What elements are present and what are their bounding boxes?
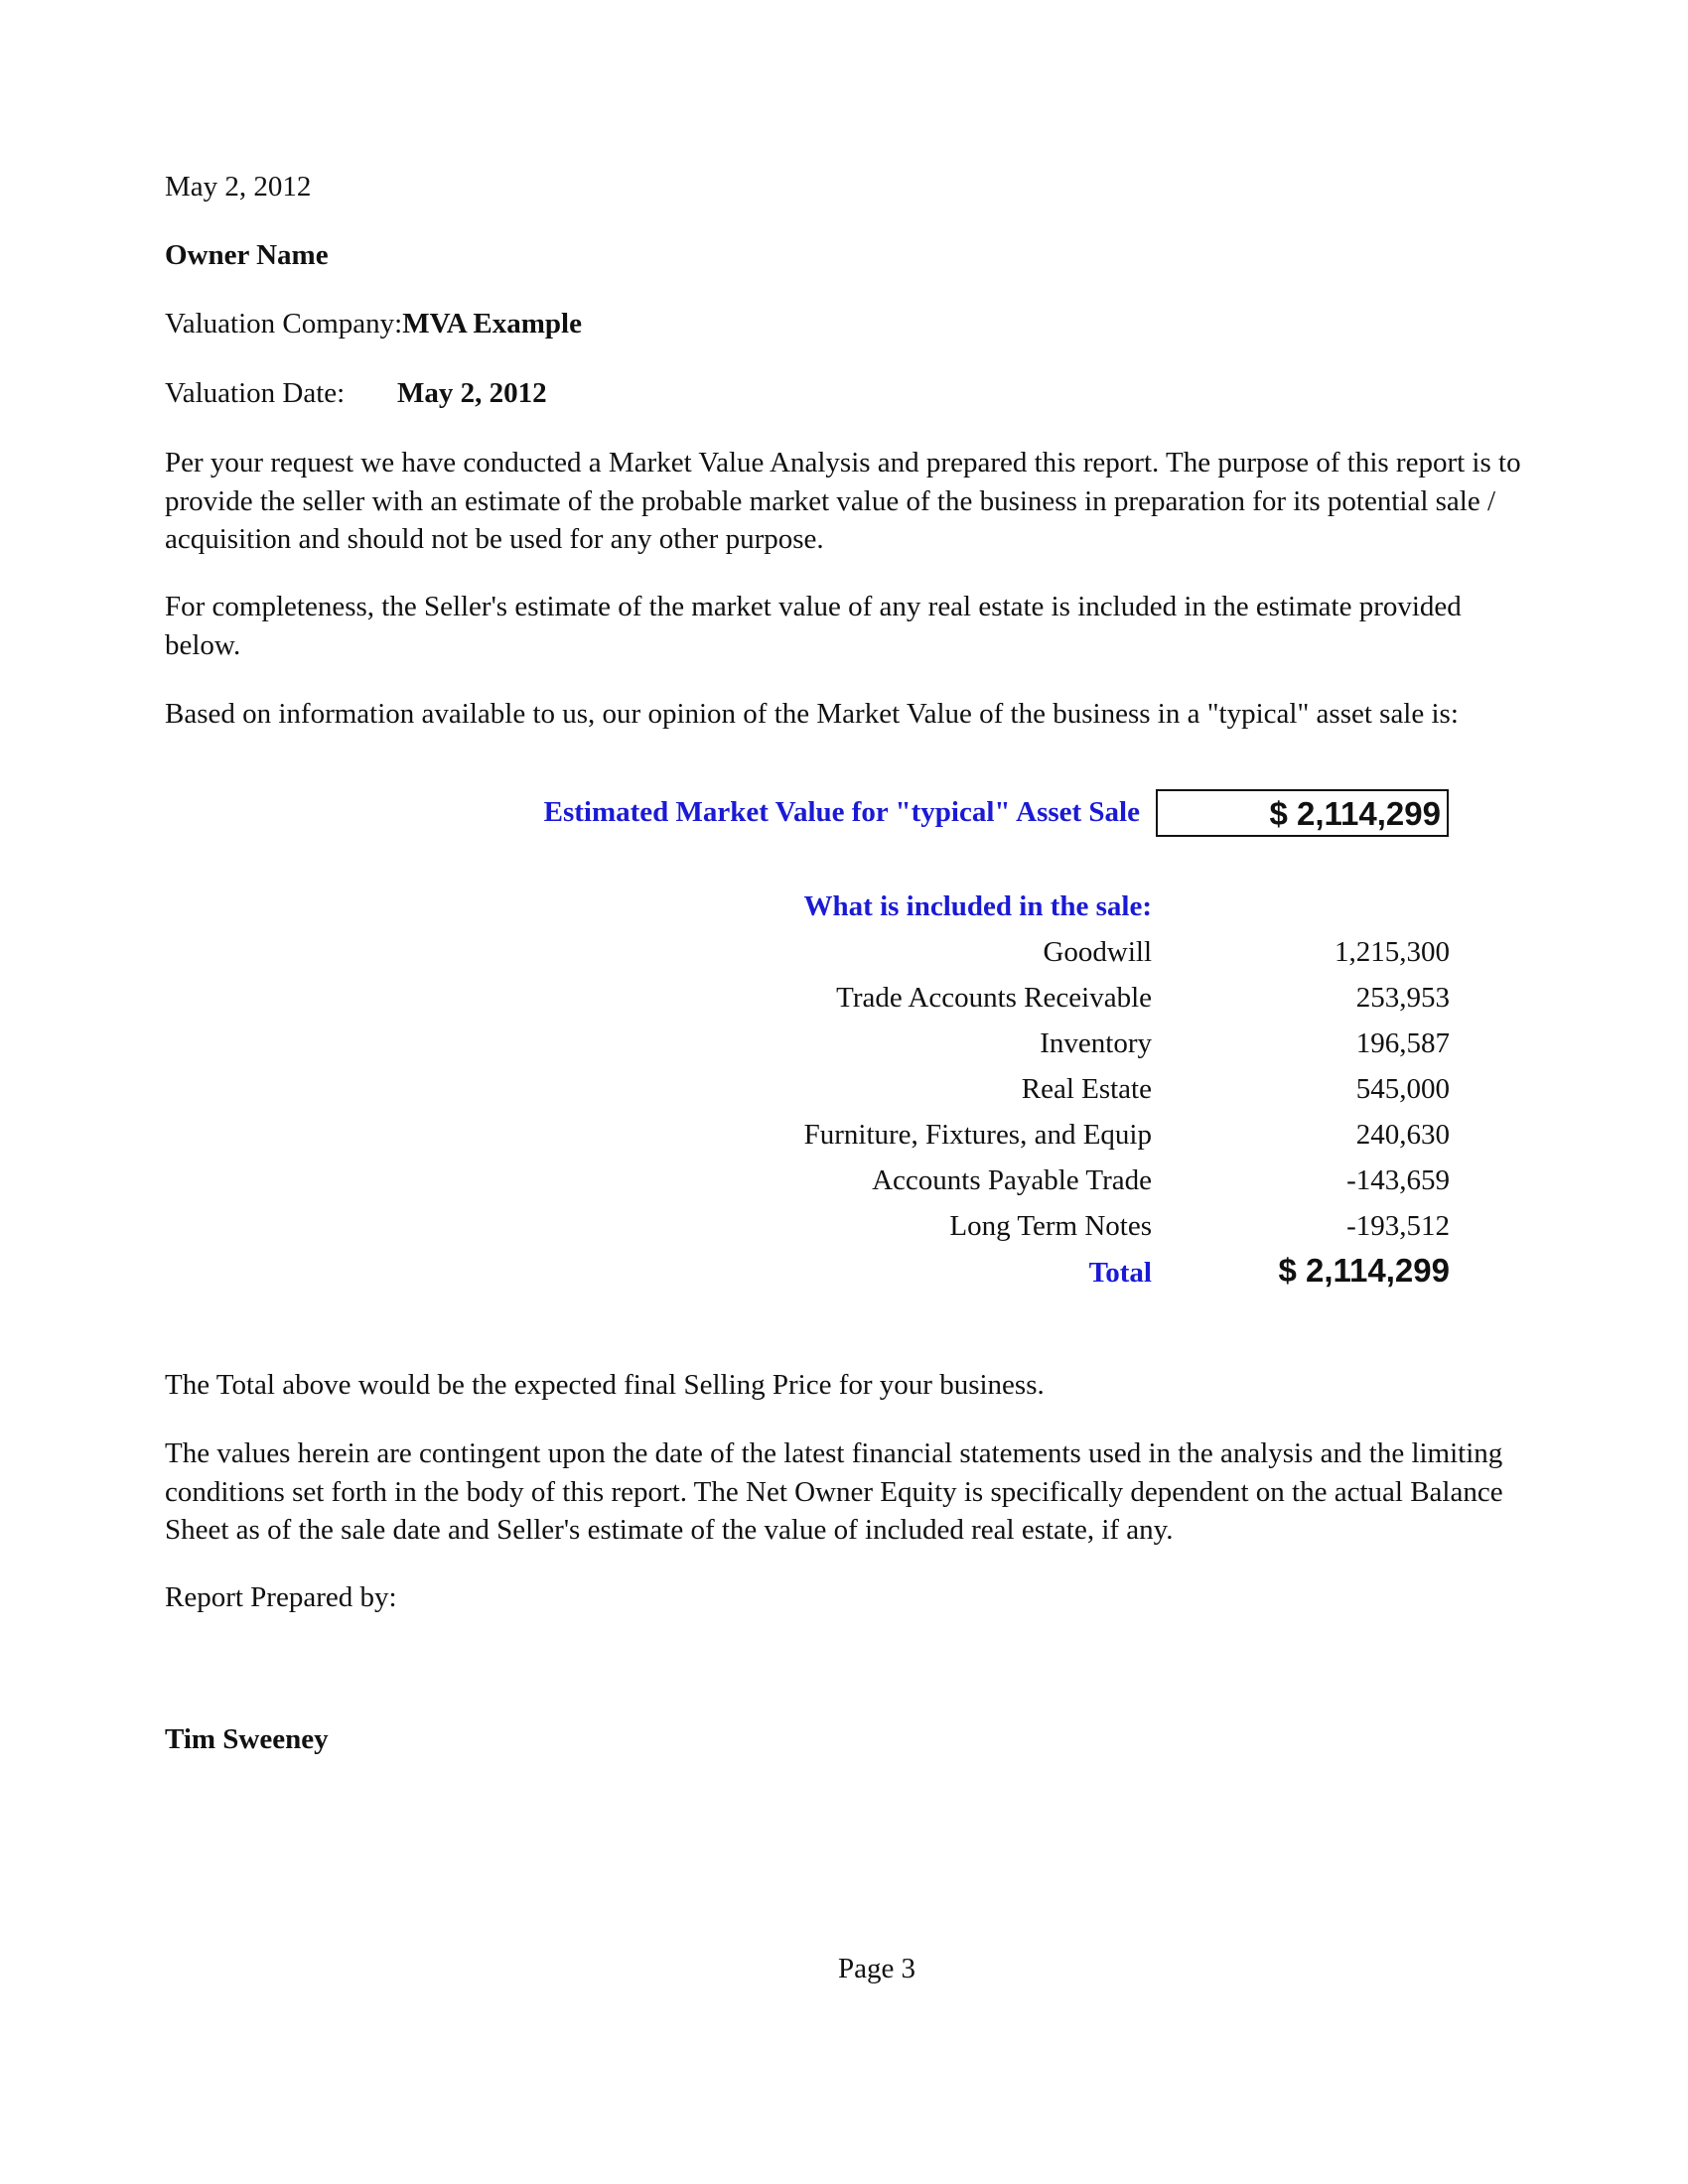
total-value: $ 2,114,299 [1278, 1252, 1450, 1289]
estimate-label: Estimated Market Value for "typical" Asset Sale [543, 796, 1140, 828]
item-value-ffe: 240,630 [1355, 1119, 1450, 1151]
item-value-inventory: 196,587 [1355, 1027, 1450, 1059]
item-value-payables: -143,659 [1346, 1164, 1450, 1196]
valuation-company [165, 305, 582, 342]
signer-name: Tim Sweeney [165, 1723, 329, 1755]
item-value-real-estate: 545,000 [1355, 1073, 1450, 1105]
closing-paragraph-2: The values herein are contingent upon the date of the latest financial statements used in the analysis and the limiting conditions set forth in the body of this report. The Net Owner Equity is specifically dependent on the actual Balance Sheet as of the sale date and Seller's estimate of the value of included real estate, if any. [165, 1437, 1503, 1546]
intro-paragraph-1: Per your request we have conducted a Market Value Analysis and prepared this report. The purpose of this report is to provide the seller with an estimate of the probable market value of the business in preparation for its potential sale / acquisition and should not be used for any other purpose. [165, 447, 1521, 555]
item-label-receivables: Trade Accounts Receivable [836, 982, 1152, 1014]
intro-paragraph-2: For completeness, the Seller's estimate of the market value of any real estate is included in the estimate provided below. [165, 591, 1462, 661]
prepared-by: Report Prepared by: [165, 1581, 397, 1613]
valuation-date [165, 374, 761, 412]
valuation-company-value: MVA Example [402, 308, 582, 340]
intro-paragraph-3: Based on information available to us, our opinion of the Market Value of the business in a "typical" asset sale is: [165, 698, 1459, 730]
letter-date: May 2, 2012 [165, 171, 312, 203]
item-label-ffe: Furniture, Fixtures, and Equip [803, 1119, 1152, 1151]
item-label-real-estate: Real Estate [1021, 1073, 1152, 1105]
item-label-goodwill: Goodwill [1043, 936, 1152, 968]
item-label-inventory: Inventory [1040, 1027, 1152, 1059]
valuation-date-value: May 2, 2012 [397, 377, 547, 409]
valuation-date-label: Valuation Date: [165, 377, 346, 409]
valuation-company-label: Valuation Company: [165, 308, 403, 340]
included-heading: What is included in the sale: [803, 890, 1152, 922]
item-value-receivables: 253,953 [1355, 982, 1450, 1014]
item-value-goodwill: 1,215,300 [1335, 936, 1450, 968]
closing-paragraph-1: The Total above would be the expected final Selling Price for your business. [165, 1369, 1045, 1401]
owner-name: Owner Name [165, 239, 329, 271]
item-label-notes: Long Term Notes [949, 1210, 1152, 1242]
item-value-notes: -193,512 [1346, 1210, 1450, 1242]
page-number: Page 3 [837, 1953, 916, 1984]
estimate-value: $ 2,114,299 [1269, 795, 1441, 832]
total-label: Total [1088, 1257, 1152, 1289]
item-label-payables: Accounts Payable Trade [872, 1164, 1152, 1196]
estimate-value-box [1156, 789, 1449, 837]
